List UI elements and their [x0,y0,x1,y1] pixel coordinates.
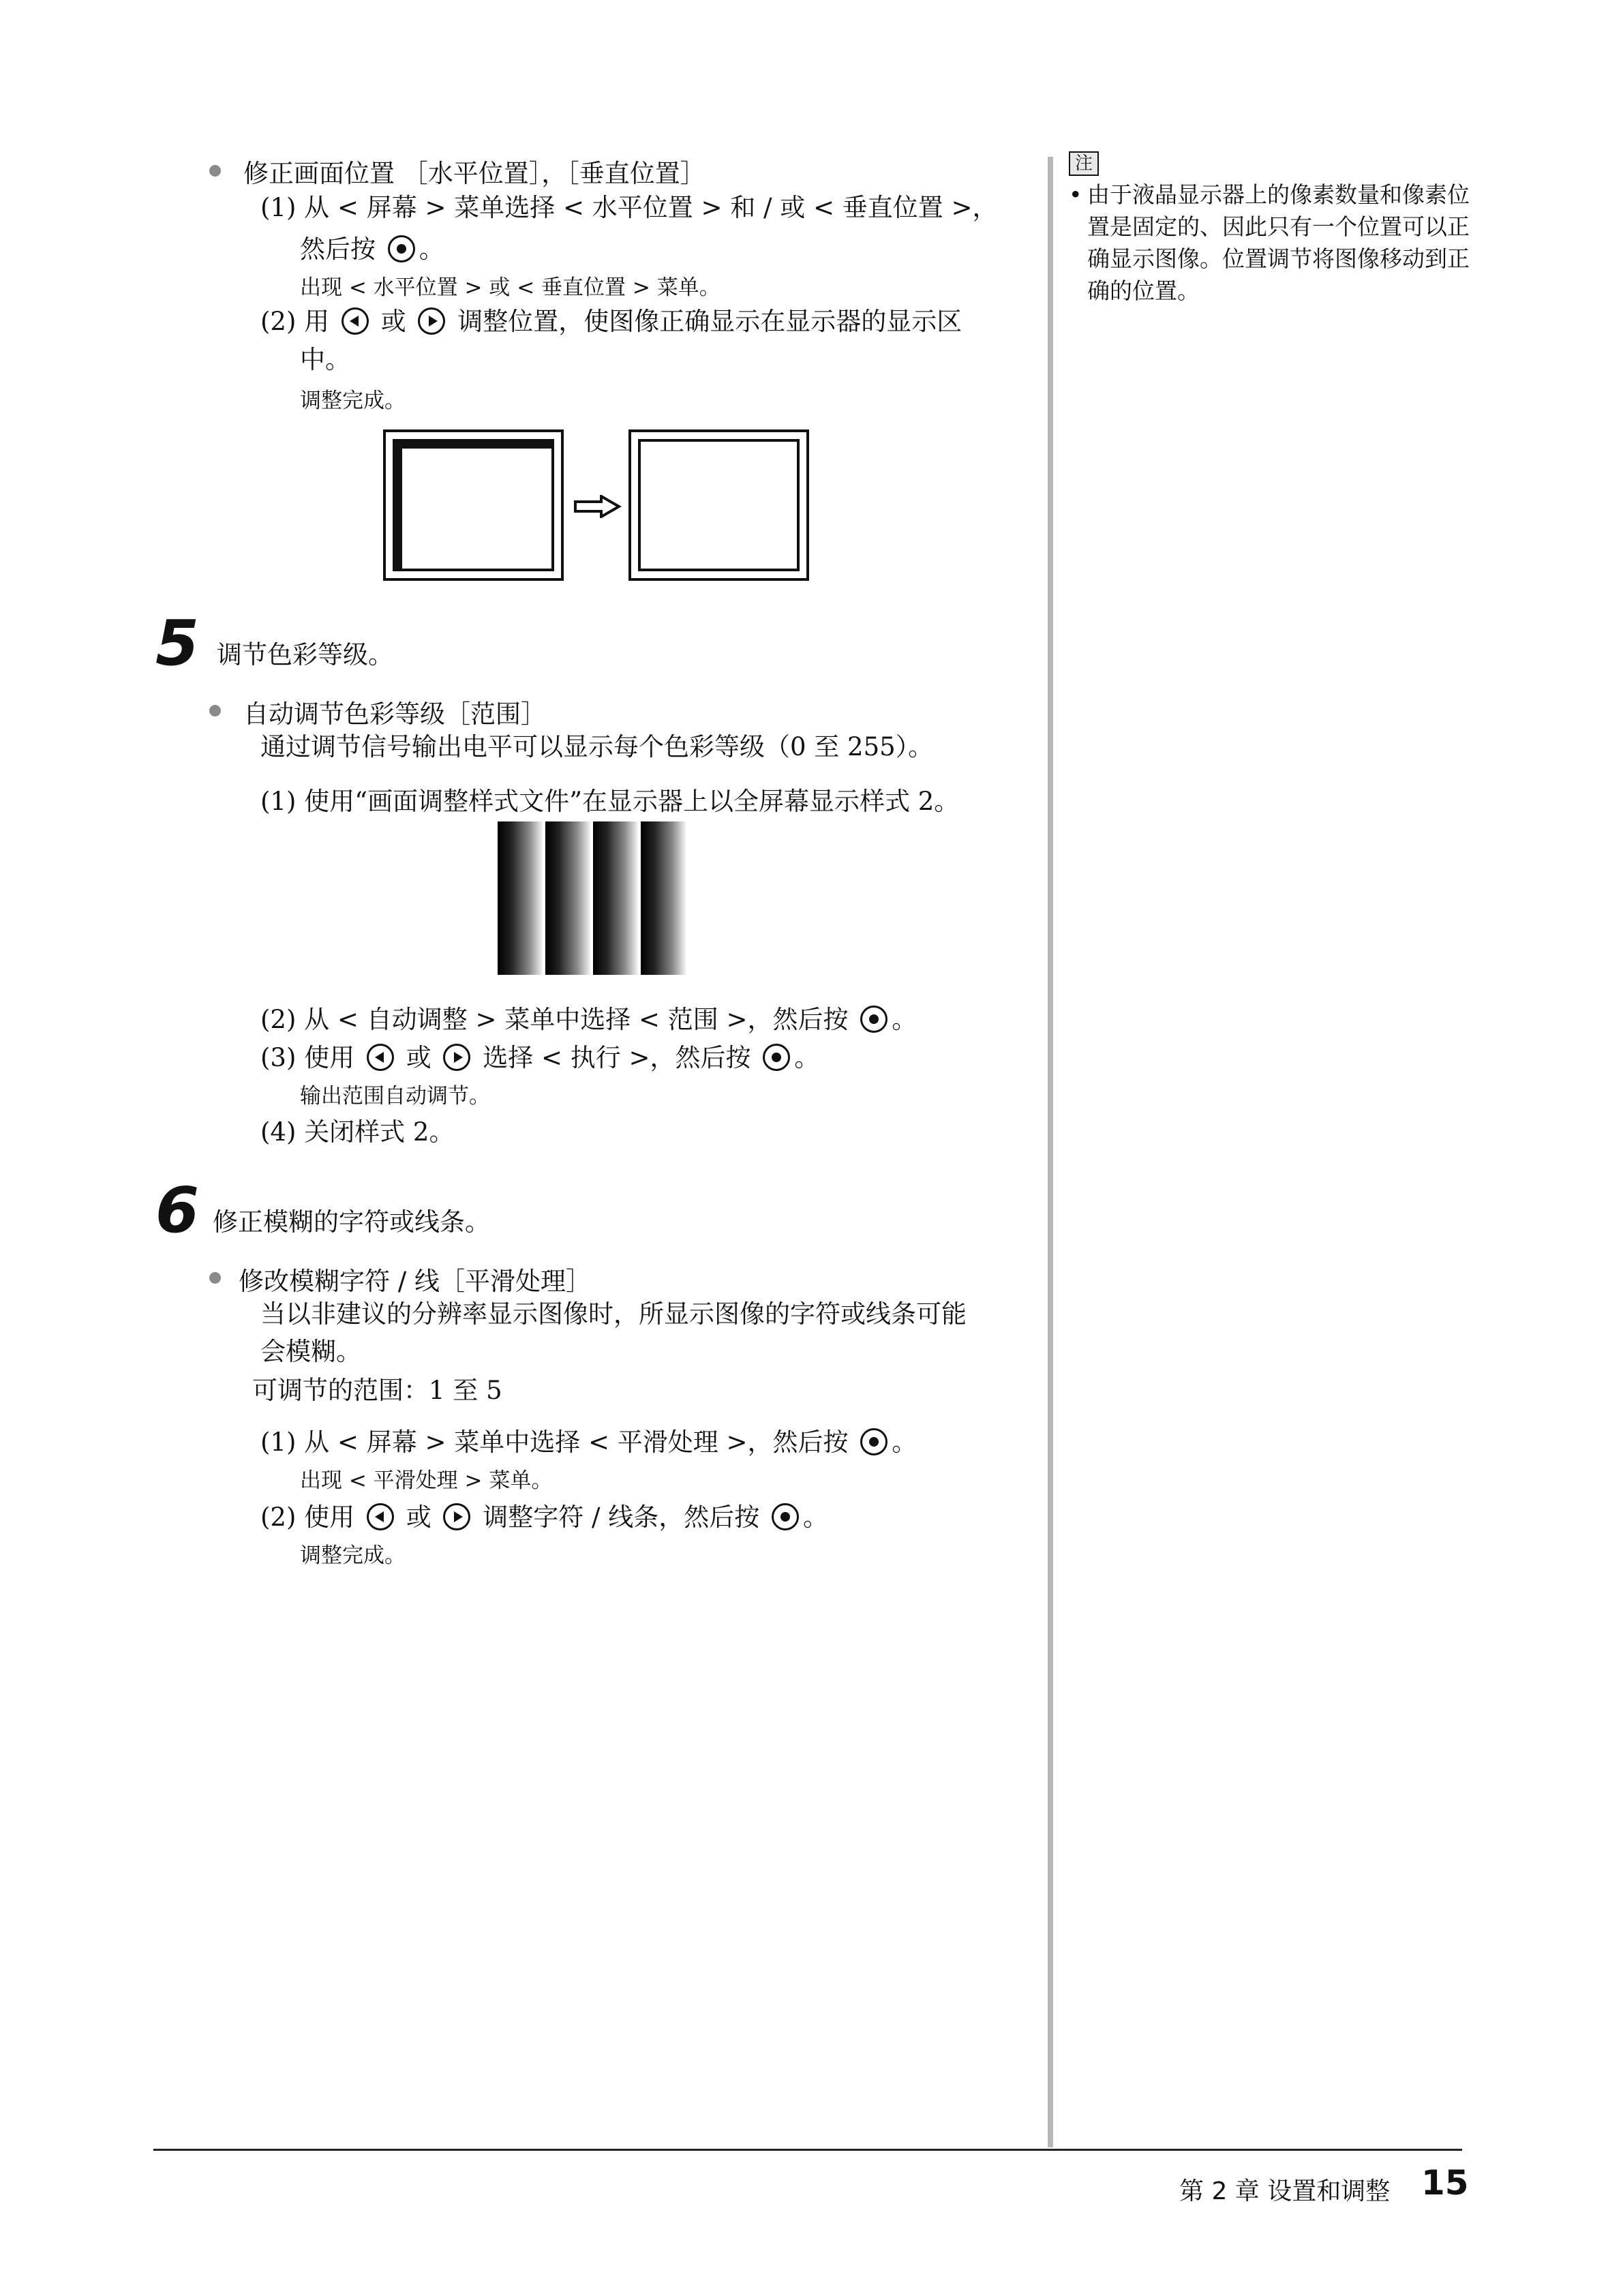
step-note: 调整完成。 [300,1543,406,1568]
note-bullet: • [1069,181,1082,208]
right-arrow-button-icon [443,1503,470,1530]
enter-button-icon [772,1503,799,1530]
step-text: (1) 使用“画面调整样式文件”在显示器上以全屏幕显示样式 2。 [260,787,960,816]
description-text: 当以非建议的分辨率显示图像时，所显示图像的字符或线条可能 [260,1299,967,1329]
enter-button-icon [388,235,415,262]
monitor-before-illustration [383,429,564,581]
screen-area [638,439,800,571]
step-note: 输出范围自动调节。 [300,1084,490,1108]
step-note: 出现 < 水平位置 > 或 < 垂直位置 > 菜单。 [300,275,721,300]
step-title: 修正模糊的字符或线条。 [213,1207,490,1237]
page-number: 15 [1421,2163,1469,2203]
step-text [260,303,962,341]
range-text: 可调节的范围：1 至 5 [252,1376,502,1405]
bullet-icon [209,165,221,177]
description-text: 通过调节信号输出电平可以显示每个色彩等级（0 至 255）。 [260,732,934,761]
bullet-icon [209,1272,221,1284]
step-text: 或 [380,307,406,336]
step-text: 。 [803,1502,828,1532]
section-heading-position: 修正画面位置 ［水平位置］，［垂直位置］ [243,159,706,188]
note-text: 由于液晶显示器上的像素数量和像素位置是固定的、因此只有一个位置可以正确显示图像。位置调节将图像移动到正确的位置。 [1087,181,1470,304]
step-number: 5 [155,607,200,680]
step-text: 。 [892,1428,917,1457]
step-text [260,1498,828,1537]
step-text: 然后按 [300,235,376,264]
step-text: (1) 从 < 屏幕 > 菜单选择 < 水平位置 > 和 / 或 < 垂直位置 >， [260,193,998,222]
gradient-bar [641,821,686,975]
step-text: 。 [794,1043,820,1072]
gradient-bar [593,821,638,975]
step-note: 出现 < 平滑处理 > 菜单。 [300,1468,553,1493]
enter-button-icon [860,1006,888,1033]
gradient-bar [498,821,543,975]
enter-button-icon [860,1428,888,1455]
step-number: 6 [155,1174,200,1247]
step-text: 调整字符 / 线条，然后按 [483,1502,760,1532]
step-text: (2) 从 < 自动调整 > 菜单中选择 < 范围 >，然后按 [260,1005,849,1034]
enter-button-icon [763,1044,790,1071]
gradient-bar [545,821,590,975]
step-text: 调整位置，使图像正确显示在显示器的显示区 [457,307,962,336]
description-text: 会模糊。 [260,1337,361,1366]
step-text: (4) 关闭样式 2。 [260,1117,455,1147]
left-arrow-button-icon [367,1044,394,1071]
step-title: 调节色彩等级。 [217,640,393,669]
chapter-label: 第 2 章 设置和调整 [1179,2177,1391,2205]
step-text: 选择 < 执行 >，然后按 [483,1043,751,1072]
step-text [260,1039,819,1077]
step-text: 。 [892,1005,917,1034]
step-text [260,1001,917,1039]
step-text: 或 [406,1043,431,1072]
step-text: 。 [419,235,444,264]
section-heading-smoothing: 修改模糊字符 / 线［平滑处理］ [239,1267,591,1296]
step-text [300,230,444,269]
monitor-after-illustration [628,429,809,581]
left-arrow-button-icon [367,1503,394,1530]
screen-area [393,439,554,571]
right-arrow-button-icon [418,307,445,335]
footer-rule [153,2149,1462,2151]
step-text [260,1423,917,1462]
step-text: 或 [406,1502,431,1532]
arrow-right-icon [574,495,622,521]
step-text: (1) 从 < 屏幕 > 菜单中选择 < 平滑处理 >，然后按 [260,1428,849,1457]
left-arrow-button-icon [342,307,369,335]
note-badge: 注 [1069,151,1099,176]
bullet-icon [209,705,221,716]
column-divider [1048,157,1053,2147]
section-heading-range: 自动调节色彩等级［范围］ [243,699,546,729]
step-text: (2) 使用 [260,1502,355,1532]
step-text: 中。 [300,345,350,374]
step-note: 调整完成。 [300,389,406,413]
step-text: (3) 使用 [260,1043,355,1072]
step-text: (2) 用 [260,307,330,336]
right-arrow-button-icon [443,1044,470,1071]
